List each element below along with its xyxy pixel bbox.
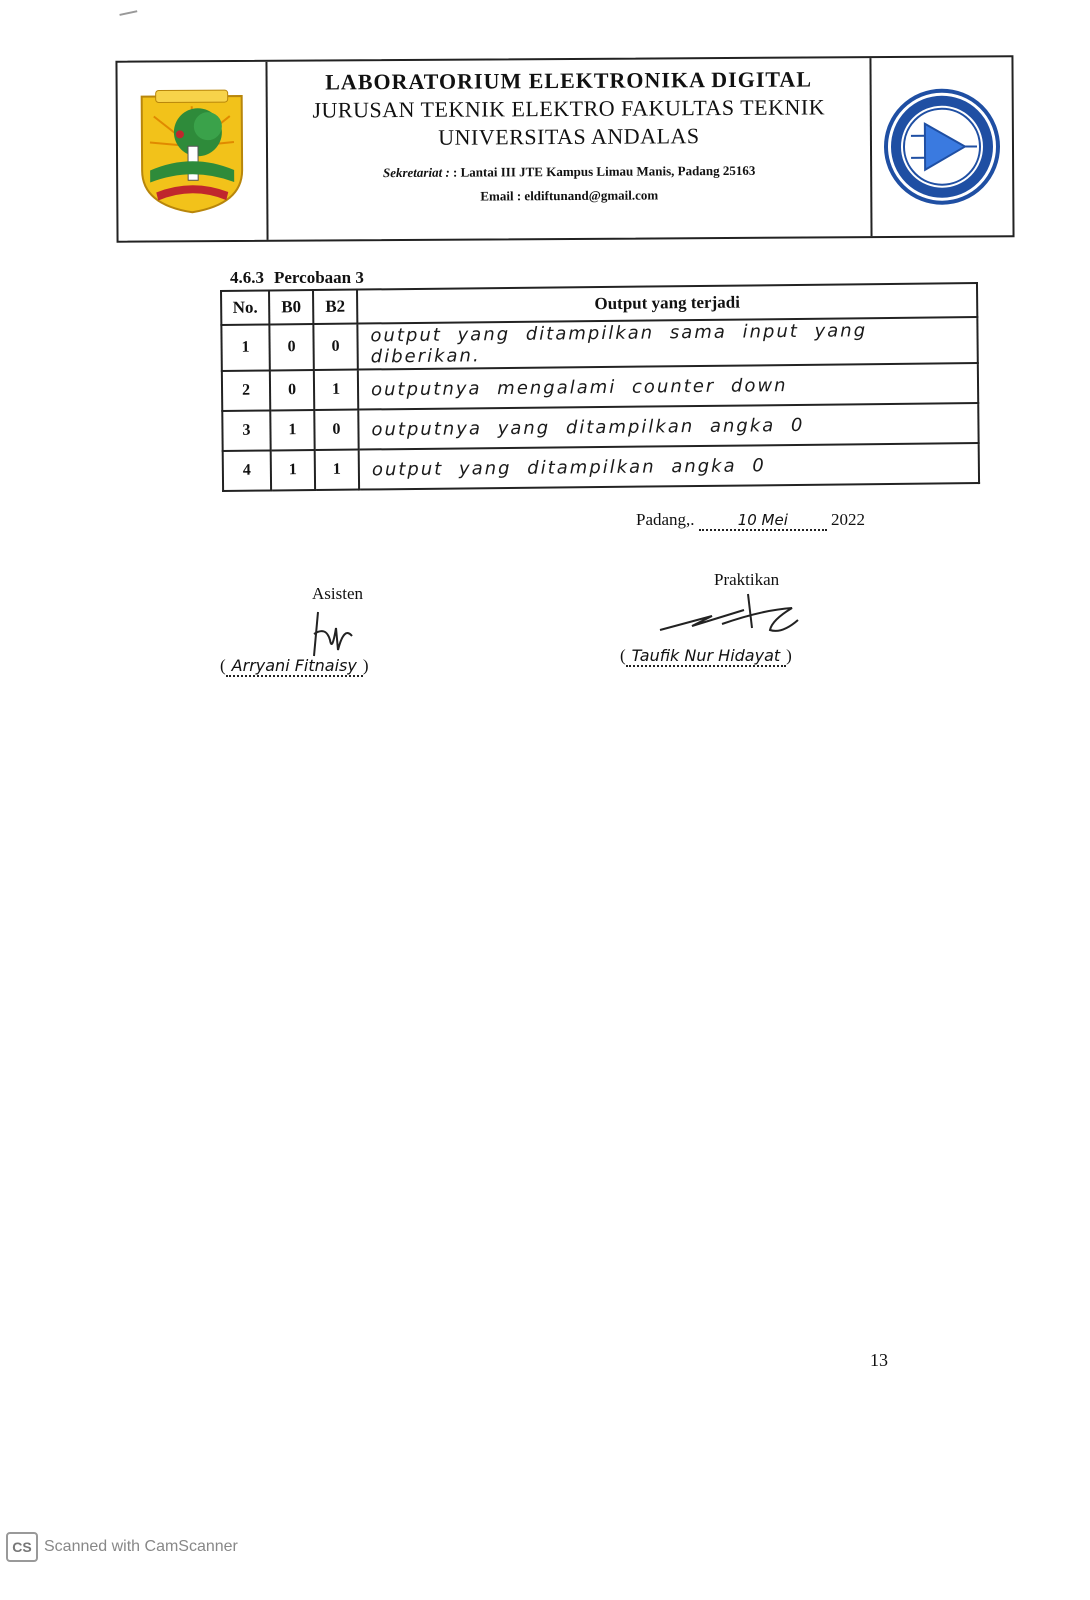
date-day-month: 10 Mei [699,511,827,531]
cell-no: 1 [221,324,269,371]
date-year: 2022 [831,510,866,529]
cell-output: outputnya mengalami counter down [358,363,978,409]
cell-output: outputnya yang ditampilkan angka 0 [358,403,978,449]
assistant-name-line: ( Arryani Fitnaisy ) [220,656,369,675]
camscanner-text: Scanned with CamScanner [44,1538,238,1555]
student-name: Taufik Nur Hidayat [626,646,786,667]
table-row [221,317,977,371]
camscanner-watermark [6,1532,238,1562]
student-signature-icon [652,590,812,644]
cell-output: output yang ditampilkan sama input yang diberikan. [357,317,977,369]
department-name: JURUSAN TEKNIK ELEKTRO FAKULTAS TEKNIK [312,94,826,123]
date-line [636,510,865,531]
camscanner-logo-icon: CS [6,1532,38,1562]
student-name-line: ( Taufik Nur Hidayat ) [620,646,792,665]
letterhead [115,55,1014,242]
cell-no: 3 [222,410,270,451]
scan-artifact [119,10,138,22]
email-line: Email : eldiftunand@gmail.com [480,187,659,204]
col-header-b2: B2 [313,290,357,324]
results-table [220,282,980,492]
date-prefix: Padang,. [636,510,695,529]
university-logo [117,62,268,241]
lab-emblem-icon [881,85,1004,208]
cell-b2: 1 [315,450,359,490]
col-header-output: Output yang terjadi [357,283,977,323]
letterhead-text [267,58,870,240]
andalas-emblem-icon [136,86,249,217]
section-number: 4.6.3 [230,268,264,287]
section-heading [230,268,364,288]
cell-b2: 0 [314,410,358,450]
address-label: Sekretariat : [382,164,450,181]
col-header-no: No. [221,290,269,325]
cell-b2: 1 [314,370,358,410]
lab-name: LABORATORIUM ELEKTRONIKA DIGITAL [325,66,813,95]
cell-output: output yang ditampilkan angka 0 [359,443,979,489]
cell-no: 4 [223,450,271,491]
cell-b2: 0 [313,324,357,370]
student-role: Praktikan [714,570,780,589]
lab-logo [869,57,1012,236]
assistant-name: Arryani Fitnaisy [226,656,363,677]
col-header-b0: B0 [269,290,313,324]
cell-b0: 0 [270,370,314,410]
cell-no: 2 [222,370,270,411]
assistant-signature-icon [300,606,370,662]
cell-b0: 1 [271,450,315,490]
section-title: Percobaan 3 [274,268,364,287]
table-row [223,443,979,491]
university-name: UNIVERSITAS ANDALAS [438,123,700,150]
assistant-role: Asisten [312,584,363,603]
page-number: 13 [870,1350,888,1370]
cell-b0: 1 [270,410,314,450]
address-line [268,162,870,182]
cell-b0: 0 [269,324,313,370]
address-text: : Lantai III JTE Kampus Limau Manis, Padang 25163 [452,162,756,180]
